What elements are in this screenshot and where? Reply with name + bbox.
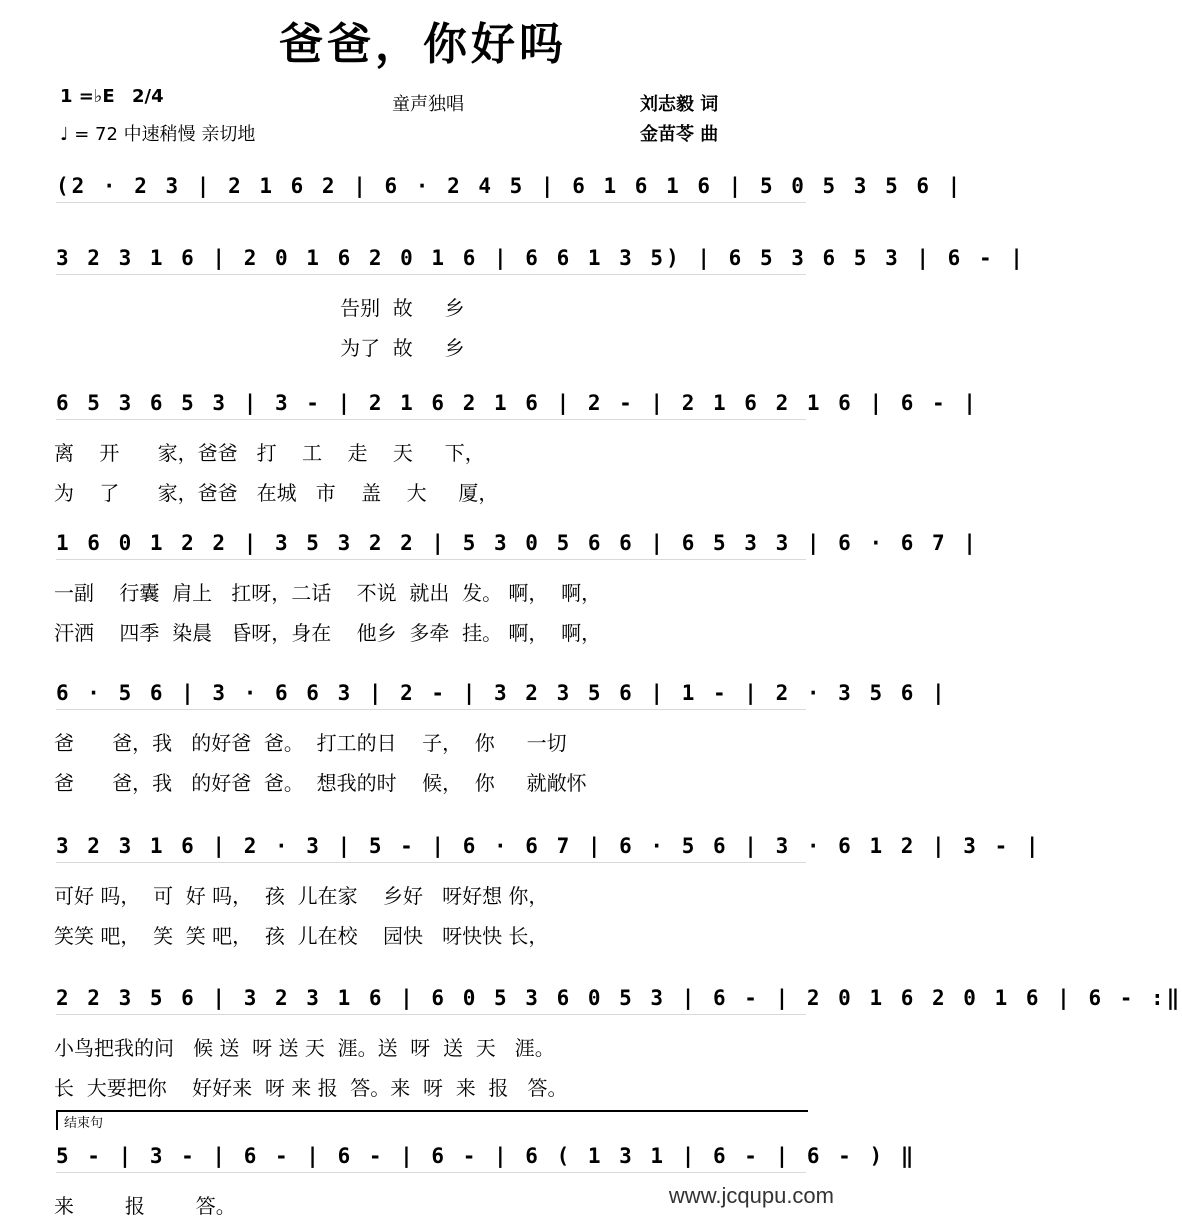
beam-line	[56, 709, 806, 710]
notation-line: 5 - | 3 - | 6 - | 6 - | 6 - | 6 ( 1 3 1 | 6 - | 6 - ) ‖	[56, 1144, 917, 1168]
lyricist-credit: 刘志毅 词	[640, 94, 719, 115]
lyric-line: 一副 行囊 肩上 扛呀，二话 不说 就出 发。 啊， 啊，	[54, 581, 602, 605]
score-system	[0, 525, 979, 645]
notation-line: 3 2 3 1 6 | 2 · 3 | 5 - | 6 · 6 7 | 6 · 5 6 | 3 · 6 1 2 | 3 - |	[56, 834, 1042, 858]
beam-line	[56, 274, 806, 275]
composer-credit: 金苗苓 曲	[640, 124, 719, 145]
lyric-line: 告别 故 乡	[54, 296, 465, 320]
score-system	[0, 240, 1026, 360]
lyric-line: 长 大要把你 好好来 呀 来 报 答。来 呀 来 报 答。	[54, 1076, 568, 1100]
score-system	[0, 385, 979, 505]
notation-line: 3 2 3 1 6 | 2 0 1 6 2 0 1 6 | 6 6 1 3 5) | 6 5 3 6 5 3 | 6 - |	[56, 246, 1026, 270]
lyric-line: 爸 爸，我 的好爸 爸。 打工的日 子， 你 一切	[54, 731, 567, 755]
beam-line	[56, 419, 806, 420]
notation-line: 6 5 3 6 5 3 | 3 - | 2 1 6 2 1 6 | 2 - | 2 1 6 2 1 6 | 6 - |	[56, 391, 979, 415]
lyric-line: 汗洒 四季 染晨 昏呀，身在 他乡 多牵 挂。 啊， 啊，	[54, 621, 602, 645]
lyric-line: 为 了 家，爸爸 在城 市 盖 大 厦，	[54, 481, 499, 505]
beam-line	[56, 862, 806, 863]
page-title: 爸爸，你好吗	[279, 19, 567, 70]
watermark: www.jcqupu.com	[668, 1183, 834, 1208]
lyric-line: 为了 故 乡	[54, 336, 465, 360]
lyric-line: 可好 吗， 可 好 吗， 孩 儿在家 乡好 呀好想 你，	[54, 884, 549, 908]
tempo-marking: ♩ = 72 中速稍慢 亲切地	[60, 124, 256, 145]
lyric-line: 来 报 答。	[54, 1194, 236, 1218]
beam-line	[56, 559, 806, 560]
beam-line	[56, 1172, 806, 1173]
lyric-line: 笑笑 吧， 笑 笑 吧， 孩 儿在校 园快 呀快快 长，	[54, 924, 549, 948]
coda-bracket	[56, 1110, 808, 1130]
lyric-line: 爸 爸，我 的好爸 爸。 想我的时 候， 你 就敞怀	[54, 771, 587, 795]
notation-line: 2 2 3 5 6 | 3 2 3 1 6 | 6 0 5 3 6 0 5 3 | 6 - | 2 0 1 6 2 0 1 6 | 6 - :‖	[56, 986, 1182, 1010]
notation-line: 6 · 5 6 | 3 · 6 6 3 | 2 - | 3 2 3 5 6 | 1 - | 2 · 3 5 6 |	[56, 681, 948, 705]
score-system	[0, 168, 964, 238]
key-signature: 1 =♭E	[60, 86, 115, 107]
performance-note: 童声独唱	[392, 94, 464, 115]
time-signature: 2/4	[132, 86, 164, 107]
notation-line: 1 6 0 1 2 2 | 3 5 3 2 2 | 5 3 0 5 6 6 | 6 5 3 3 | 6 · 6 7 |	[56, 531, 979, 555]
score-system	[0, 675, 948, 795]
beam-line	[56, 1014, 806, 1015]
beam-line	[56, 202, 806, 203]
lyric-line: 离 开 家，爸爸 打 工 走 天 下，	[54, 441, 485, 465]
score-system	[0, 828, 1042, 948]
coda-label: 结束句	[64, 1116, 104, 1131]
notation-line: (2 · 2 3 | 2 1 6 2 | 6 · 2 4 5 | 6 1 6 1 6 | 5 0 5 3 5 6 |	[56, 174, 964, 198]
lyric-line: 小鸟把我的问 候 送 呀 送 天 涯。送 呀 送 天 涯。	[54, 1036, 555, 1060]
score-system	[0, 980, 1182, 1100]
